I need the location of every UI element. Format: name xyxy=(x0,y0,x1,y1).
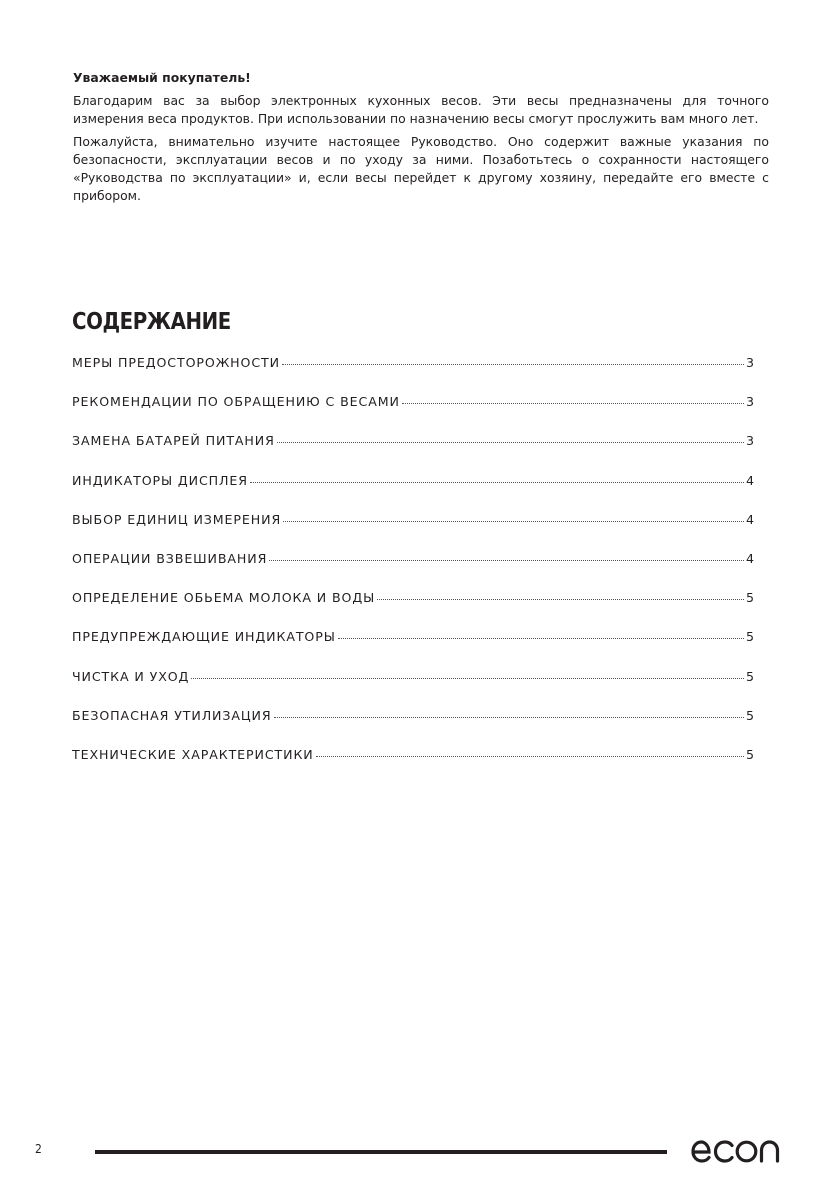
toc-item-label: ОПЕРАЦИИ ВЗВЕШИВАНИЯ xyxy=(72,550,268,566)
footer-divider xyxy=(95,1150,667,1154)
dot-leader xyxy=(250,482,744,483)
toc-item-page: 4 xyxy=(745,511,754,527)
toc-item[interactable] xyxy=(72,394,754,433)
dot-leader xyxy=(316,756,744,757)
dot-leader xyxy=(283,521,744,522)
toc-item[interactable] xyxy=(72,433,754,472)
toc-item-page: 4 xyxy=(745,550,754,566)
toc-item[interactable] xyxy=(72,512,754,551)
toc-item-label: ЗАМЕНА БАТАРЕЙ ПИТАНИЯ xyxy=(72,433,275,449)
toc-item[interactable] xyxy=(72,355,754,394)
toc-item[interactable] xyxy=(72,629,754,668)
dot-leader xyxy=(191,678,744,679)
toc-item-page: 5 xyxy=(745,629,754,645)
toc-item[interactable] xyxy=(72,551,754,590)
toc-item-page: 5 xyxy=(745,590,754,606)
intro-paragraph: Благодарим вас за выбор электронных кухонных весов. Эти весы предназначены для точного измерения веса продуктов. При использовании по назначению весы смогут прослужить вам много лет. xyxy=(73,93,769,126)
toc-item-label: ЧИСТКА И УХОД xyxy=(72,668,190,684)
toc-item-label: ПРЕДУПРЕЖДАЮЩИЕ ИНДИКАТОРЫ xyxy=(72,629,336,645)
toc-item-label: ТЕХНИЧЕСКИЕ ХАРАКТЕРИСТИКИ xyxy=(72,746,314,762)
dot-leader xyxy=(338,638,744,639)
toc-item-label: ВЫБОР ЕДИНИЦ ИЗМЕРЕНИЯ xyxy=(72,511,282,527)
dot-leader xyxy=(274,717,744,718)
toc-item-page: 5 xyxy=(745,668,754,684)
dot-leader xyxy=(277,442,744,443)
toc-item-label: МЕРЫ ПРЕДОСТОРОЖНОСТИ xyxy=(72,355,280,370)
toc-item[interactable] xyxy=(72,473,754,512)
toc-item[interactable] xyxy=(72,747,754,786)
dot-leader xyxy=(269,560,744,561)
dot-leader xyxy=(282,364,744,365)
toc-item-label: БЕЗОПАСНАЯ УТИЛИЗАЦИЯ xyxy=(72,707,272,723)
toc-item-page: 5 xyxy=(745,707,754,723)
toc-item-label: РЕКОМЕНДАЦИИ ПО ОБРАЩЕНИЮ С ВЕСАМИ xyxy=(72,394,400,410)
toc-item[interactable] xyxy=(72,708,754,747)
page-number: 2 xyxy=(35,1142,42,1156)
toc-item[interactable] xyxy=(72,669,754,708)
toc-title: СОДЕРЖАНИЕ xyxy=(72,309,231,335)
toc-item-page: 5 xyxy=(745,746,754,762)
toc-item-page: 4 xyxy=(745,472,754,488)
toc-item-page: 3 xyxy=(745,433,754,449)
toc-item-label: ИНДИКАТОРЫ ДИСПЛЕЯ xyxy=(72,472,248,488)
table-of-contents xyxy=(72,355,754,786)
toc-item[interactable] xyxy=(72,590,754,629)
toc-item-page: 3 xyxy=(745,355,754,370)
econ-logo xyxy=(690,1135,782,1165)
dot-leader xyxy=(402,403,744,404)
intro-paragraph: Пожалуйста, внимательно изучите настоящее Руководство. Оно содержит важные указания по безопасности, эксплуатации весов и по уходу за ними. Позаботьтесь о сохранности настоящего «Руководства по эксплуатации» и, если весы перейдет к другому хозяину, передайте его вместе с прибором. xyxy=(73,134,769,203)
toc-item-page: 3 xyxy=(745,394,754,410)
intro-section xyxy=(73,69,769,210)
toc-item-label: ОПРЕДЕЛЕНИЕ ОБЬЕМА МОЛОКА И ВОДЫ xyxy=(72,590,376,606)
greeting: Уважаемый покупатель! xyxy=(73,70,251,85)
dot-leader xyxy=(377,599,744,600)
